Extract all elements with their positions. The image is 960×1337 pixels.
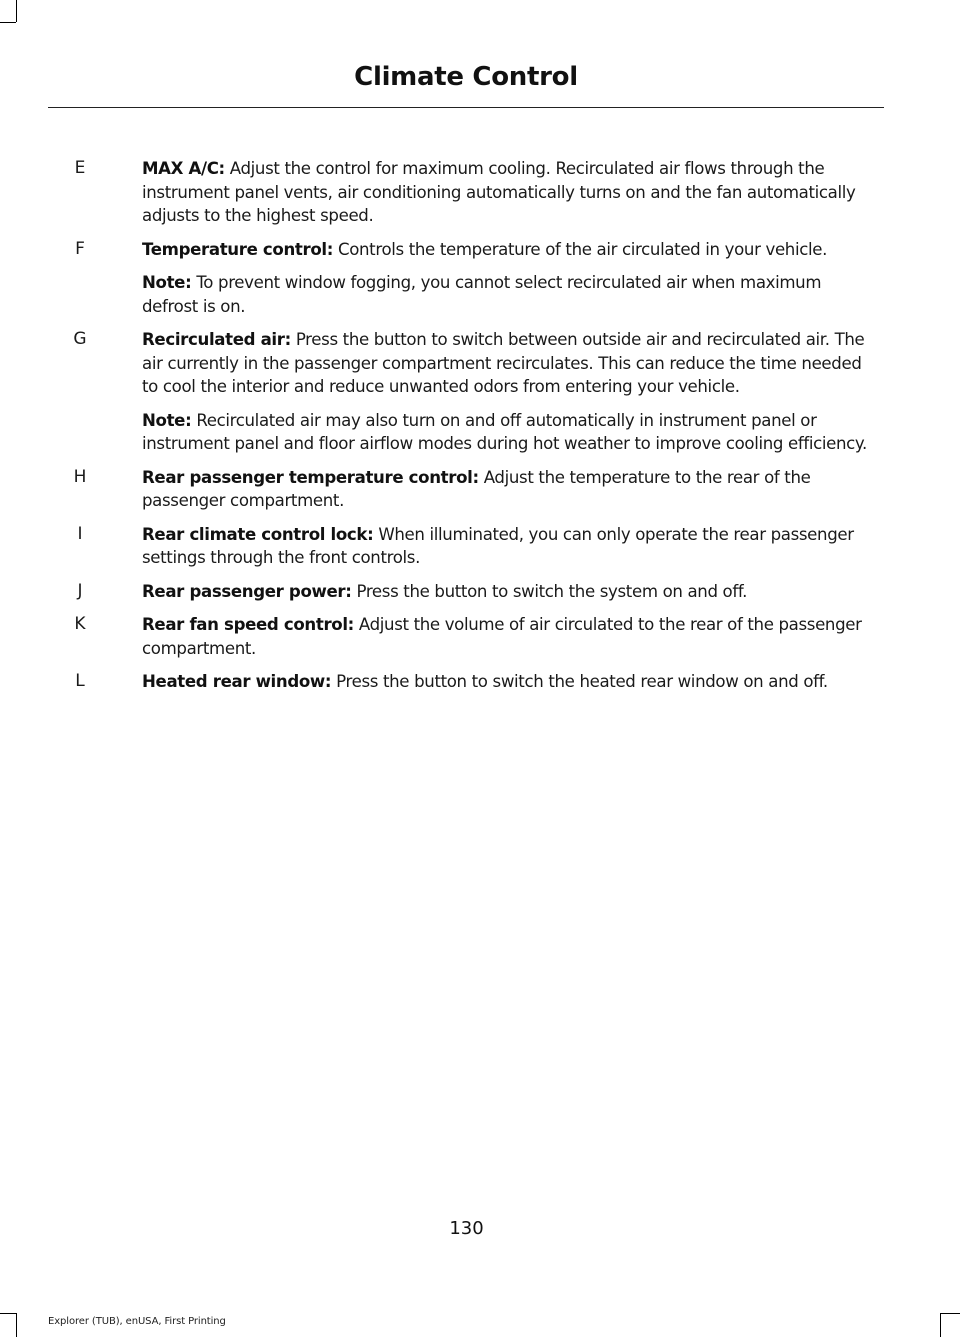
list-item: [60, 466, 880, 513]
item-letter: J: [77, 580, 83, 601]
note-text: To prevent window fogging, you cannot select recirculated air when maximum defrost is on.: [142, 273, 822, 316]
crop-mark: [0, 1313, 16, 1314]
item-text: Press the button to switch the system on and off.: [356, 581, 748, 601]
list-item: [60, 670, 880, 694]
printing-info: Explorer (TUB), enUSA, First Printing: [48, 1316, 226, 1327]
item-term: Recirculated air:: [142, 330, 291, 349]
item-description: [142, 157, 872, 228]
item-description: [142, 613, 872, 660]
item-description: [142, 670, 872, 694]
note: [142, 409, 872, 456]
item-term: MAX A/C:: [142, 159, 225, 178]
item-text: Controls the temperature of the air circulated in your vehicle.: [337, 239, 828, 259]
page-title: Climate Control: [354, 62, 578, 92]
item-text: Adjust the temperature to the rear of the passenger compartment.: [142, 467, 811, 510]
item-description: [142, 523, 872, 570]
item-letter: F: [75, 238, 85, 259]
item-term: Temperature control:: [142, 239, 334, 259]
item-term: Rear fan speed control:: [142, 615, 354, 634]
list-item: [60, 580, 880, 604]
item-text: Adjust the control for maximum cooling. Recirculated air flows through the instrument panel vents, air conditioning automatically turns on and the fan automatically adjusts to the highest speed.: [142, 159, 856, 225]
crop-mark: [0, 22, 16, 23]
list-item: [60, 238, 880, 262]
item-text: When illuminated, you can only operate the rear passenger settings through the front controls.: [142, 524, 854, 567]
note-label: Note:: [142, 273, 192, 292]
item-term: Heated rear window:: [142, 672, 332, 691]
item-text: Press the button to switch between outside air and recirculated air. The air currently in the passenger compartment recirculates. This can reduce the time needed to cool the interior and reduce unwanted odors from entering your vehicle.: [142, 330, 865, 396]
list-item: [60, 328, 880, 399]
item-term: Rear passenger power:: [142, 581, 352, 601]
content: [60, 157, 880, 704]
item-letter: E: [74, 158, 86, 178]
crop-mark: [16, 1313, 17, 1337]
crop-mark: [16, 0, 17, 22]
item-text: Press the button to switch the heated rear window on and off.: [336, 672, 828, 691]
note: [142, 271, 872, 318]
page-header: [48, 56, 884, 108]
item-description: [142, 580, 872, 604]
note-label: Note:: [142, 410, 192, 430]
list-item: [60, 157, 880, 228]
item-term: Rear passenger temperature control:: [142, 467, 479, 487]
item-letter: G: [73, 329, 87, 349]
page-number: 130: [449, 1218, 484, 1239]
item-text: Adjust the volume of air circulated to the rear of the passenger compartment.: [142, 615, 862, 658]
crop-mark: [941, 1313, 960, 1314]
note-text: Recirculated air may also turn on and off automatically in instrument panel or instrument panel and floor airflow modes during hot weather to improve cooling efficiency.: [142, 410, 867, 453]
list-item: [60, 523, 880, 570]
item-description: [142, 238, 872, 262]
item-letter: K: [74, 614, 86, 634]
crop-mark: [940, 1313, 941, 1337]
item-letter: I: [77, 523, 83, 544]
item-description: [142, 466, 872, 513]
item-letter: H: [73, 466, 87, 487]
list-item: [60, 613, 880, 660]
item-letter: L: [75, 671, 85, 691]
item-term: Rear climate control lock:: [142, 524, 374, 544]
item-description: [142, 328, 872, 399]
